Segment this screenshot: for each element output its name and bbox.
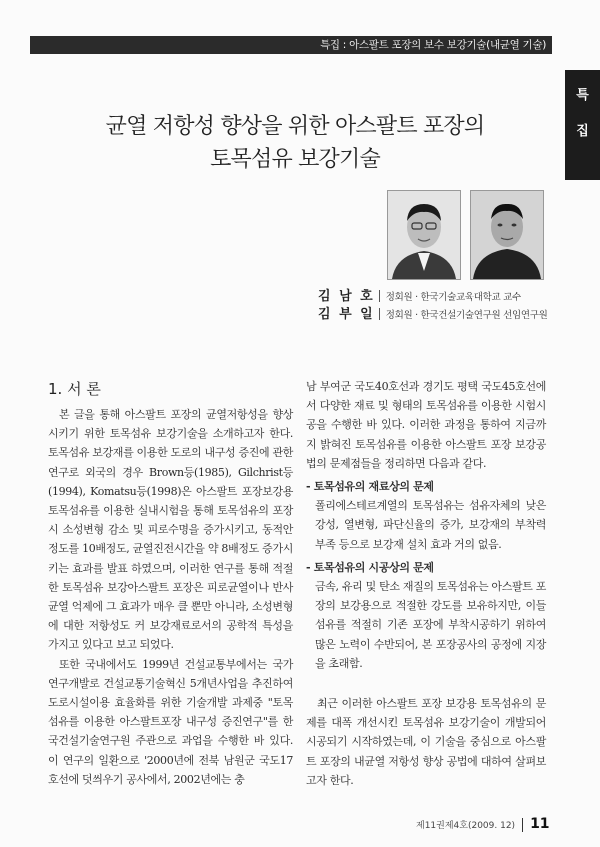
subheading: - 토목섬유의 시공상의 문제 [306, 560, 434, 574]
header-banner [30, 36, 552, 54]
right-column [306, 377, 546, 790]
subheading-body: 폴리에스테르계열의 토목섬유는 섬유자체의 낮은 강성, 열변형, 파단신율의 증가, 보강재의 부착력 부족 등으로 보강재 설치 효과 거의 없음. [315, 499, 546, 551]
side-tab [565, 70, 600, 180]
author-line-1 [318, 290, 521, 305]
body-paragraph: 남 부여군 국도40호선과 경기도 평택 국도45호선에서 다양한 재료 및 형태의 토목섬유를 이용한 시험시공을 수행한 바 있다. 이러한 과정을 통하여 지금까지 밝혀진 토목섬유를 이용한 아스팔트 포장 보강공법의 문제점들을 정리하면 다음과 같다. [306, 380, 546, 470]
side-tab-char-1: 특 [576, 88, 589, 103]
author-affiliation: 정회원 · 한국건설기술연구원 선임연구원 [385, 310, 548, 321]
footer-divider [522, 818, 523, 832]
body-paragraph: 최근 이러한 아스팔트 포장 보강용 토목섬유의 문제를 대폭 개선시킨 토목섬유 보강기술이 개발되어 시공되기 시작하였는데, 이 기술을 중심으로 아스팔트 포장의 내균열 저항성 향상 공법에 대하여 살펴보고자 한다. [306, 697, 546, 787]
author-photo-2 [470, 190, 544, 280]
side-tab-char-2: 집 [576, 124, 589, 139]
author-affiliation: 정회원 · 한국기술교육대학교 교수 [385, 292, 521, 303]
page-number: 11 [530, 816, 550, 832]
subheading-body: 금속, 유리 및 탄소 재질의 토목섬유는 아스팔트 포장의 보강용으로 적절한 강도를 보유하지만, 이들 섬유를 적절히 기존 포장에 부착시공하기 위하여 많은 노력이 수반되어, 본 포장공사의 공정에 지장을 초래함. [315, 580, 546, 670]
subheading: - 토목섬유의 재료상의 문제 [306, 480, 434, 494]
author-line-2 [318, 308, 548, 323]
left-column [48, 405, 293, 789]
body-paragraph: 또한 국내에서도 1999년 건설교통부에서는 국가연구개발로 건설교통기술혁신 5개년사업을 추진하여 도로시설이용 효율화를 위한 기술개발 과제중 "토목섬유를 이용한 아스팔트포장 내구성 증진연구"를 한국건설기술연구원 주관으로 과업을 수행한 바 있다. 이 연구의 일환으로 '2000년에 전북 남원군 국도17호선에 덧씌우기 공사에서, 2002년에는 충 [48, 657, 293, 786]
issue-info: 제11권제4호(2009. 12) [416, 821, 516, 831]
header-banner-text: 특집 : 아스팔트 포장의 보수 보강기술(내균열 기술) [320, 39, 546, 51]
author-name: 김 부 일 [318, 307, 375, 322]
author-name: 김 남 호 [318, 289, 375, 304]
page-footer [416, 816, 550, 832]
section-heading: 1. 서 론 [48, 380, 101, 398]
author-divider [379, 290, 380, 302]
author-divider [379, 308, 380, 320]
article-title-line-2: 토목섬유 보강기술 [210, 147, 380, 172]
body-paragraph: 본 글을 통해 아스팔트 포장의 균열저항성을 향상시키기 위한 토목섬유 보강기술을 소개하고자 한다. 토목섬유 보강재를 이용한 도로의 내구성 증진에 관한 연구로 외국의 경우 Brown등(1985), Gilchrist등(1994), Komatsu등(1998)은 아스팔트 포장보강용 토목섬유를 이용한 실내시험을 통해 토목섬유의 포장시 소성변형 감소 및 피로수명을 증가시키고, 동적안정도를 10배정도, 균열진전시간을 약 8배정도 증가시키는 효과를 발표 하였으며, 이러한 연구를 통해 적절한 토목섬유 보강아스팔트 포장은 피로균열이나 반사균열 억제에 그 효과가 매우 클 뿐만 아니라, 소성변형에 대한 저항성도 커 보강재료로서의 공학적 특성을 가지고 있다고 보고 되었다. [48, 408, 293, 652]
author-photo-1 [387, 190, 461, 280]
article-title-line-1: 균열 저항성 향상을 위한 아스팔트 포장의 [105, 114, 485, 139]
